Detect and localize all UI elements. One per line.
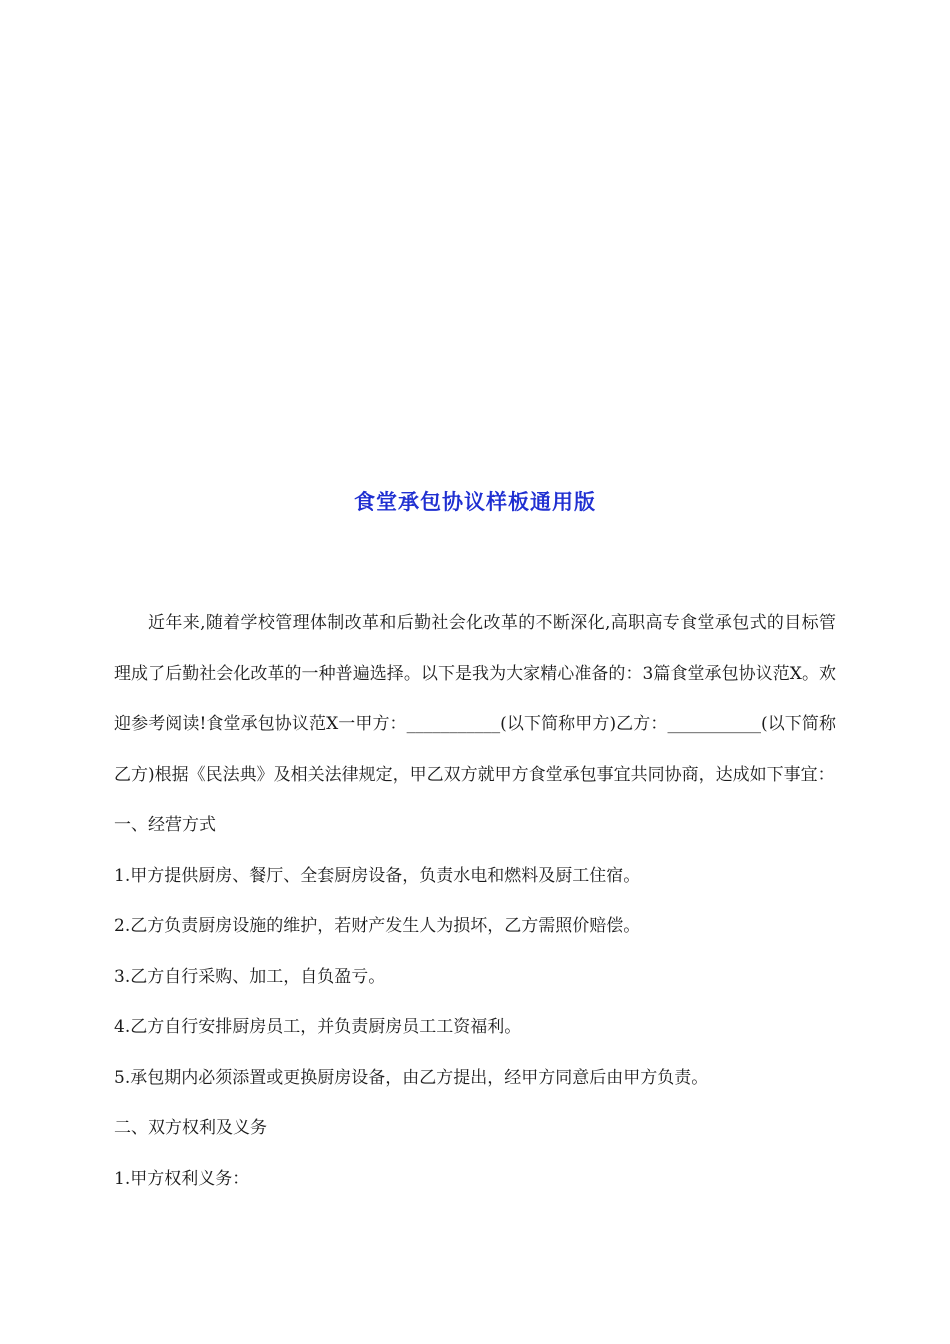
section-heading-rights-obligations: 二、双方权利及义务 [114,1118,267,1138]
clause-1-3: 3.乙方自行采购、加工，自负盈亏。 [114,966,386,987]
clause-1-1: 1.甲方提供厨房、餐厅、全套厨房设备，负责水电和燃料及厨工住宿。 [114,865,641,886]
clause-1-4: 4.乙方自行安排厨房员工，并负责厨房员工工资福利。 [114,1017,522,1037]
clause-1-5: 5.承包期内必须添置或更换厨房设备，由乙方提出，经甲方同意后由甲方负责。 [114,1067,709,1088]
intro-paragraph: 近年来,随着学校管理体制改革和后勤社会化改革的不断深化,高职高专食堂承包式的目标管理成了后勤社会化改革的一种普遍选择。以下是我为大家精心准备的：3篇食堂承包协议范X。欢迎参考阅读!食堂承包协议范X一甲方：___________(以下简称甲方)乙方：___________(以下简称乙方)根据《民法典》及相关法律规定，甲乙双方就甲方食堂承包事宜共同协商，达成如下事宜： [114,613,836,785]
clause-2-1: 1.甲方权利义务： [114,1168,250,1189]
section-heading-business-mode: 一、经营方式 [114,815,216,835]
document-body [114,598,836,1204]
clause-1-2: 2.乙方负责厨房设施的维护，若财产发生人为损坏，乙方需照价赔偿。 [114,916,641,936]
document-title: 食堂承包协议样板通用版 [354,489,596,514]
